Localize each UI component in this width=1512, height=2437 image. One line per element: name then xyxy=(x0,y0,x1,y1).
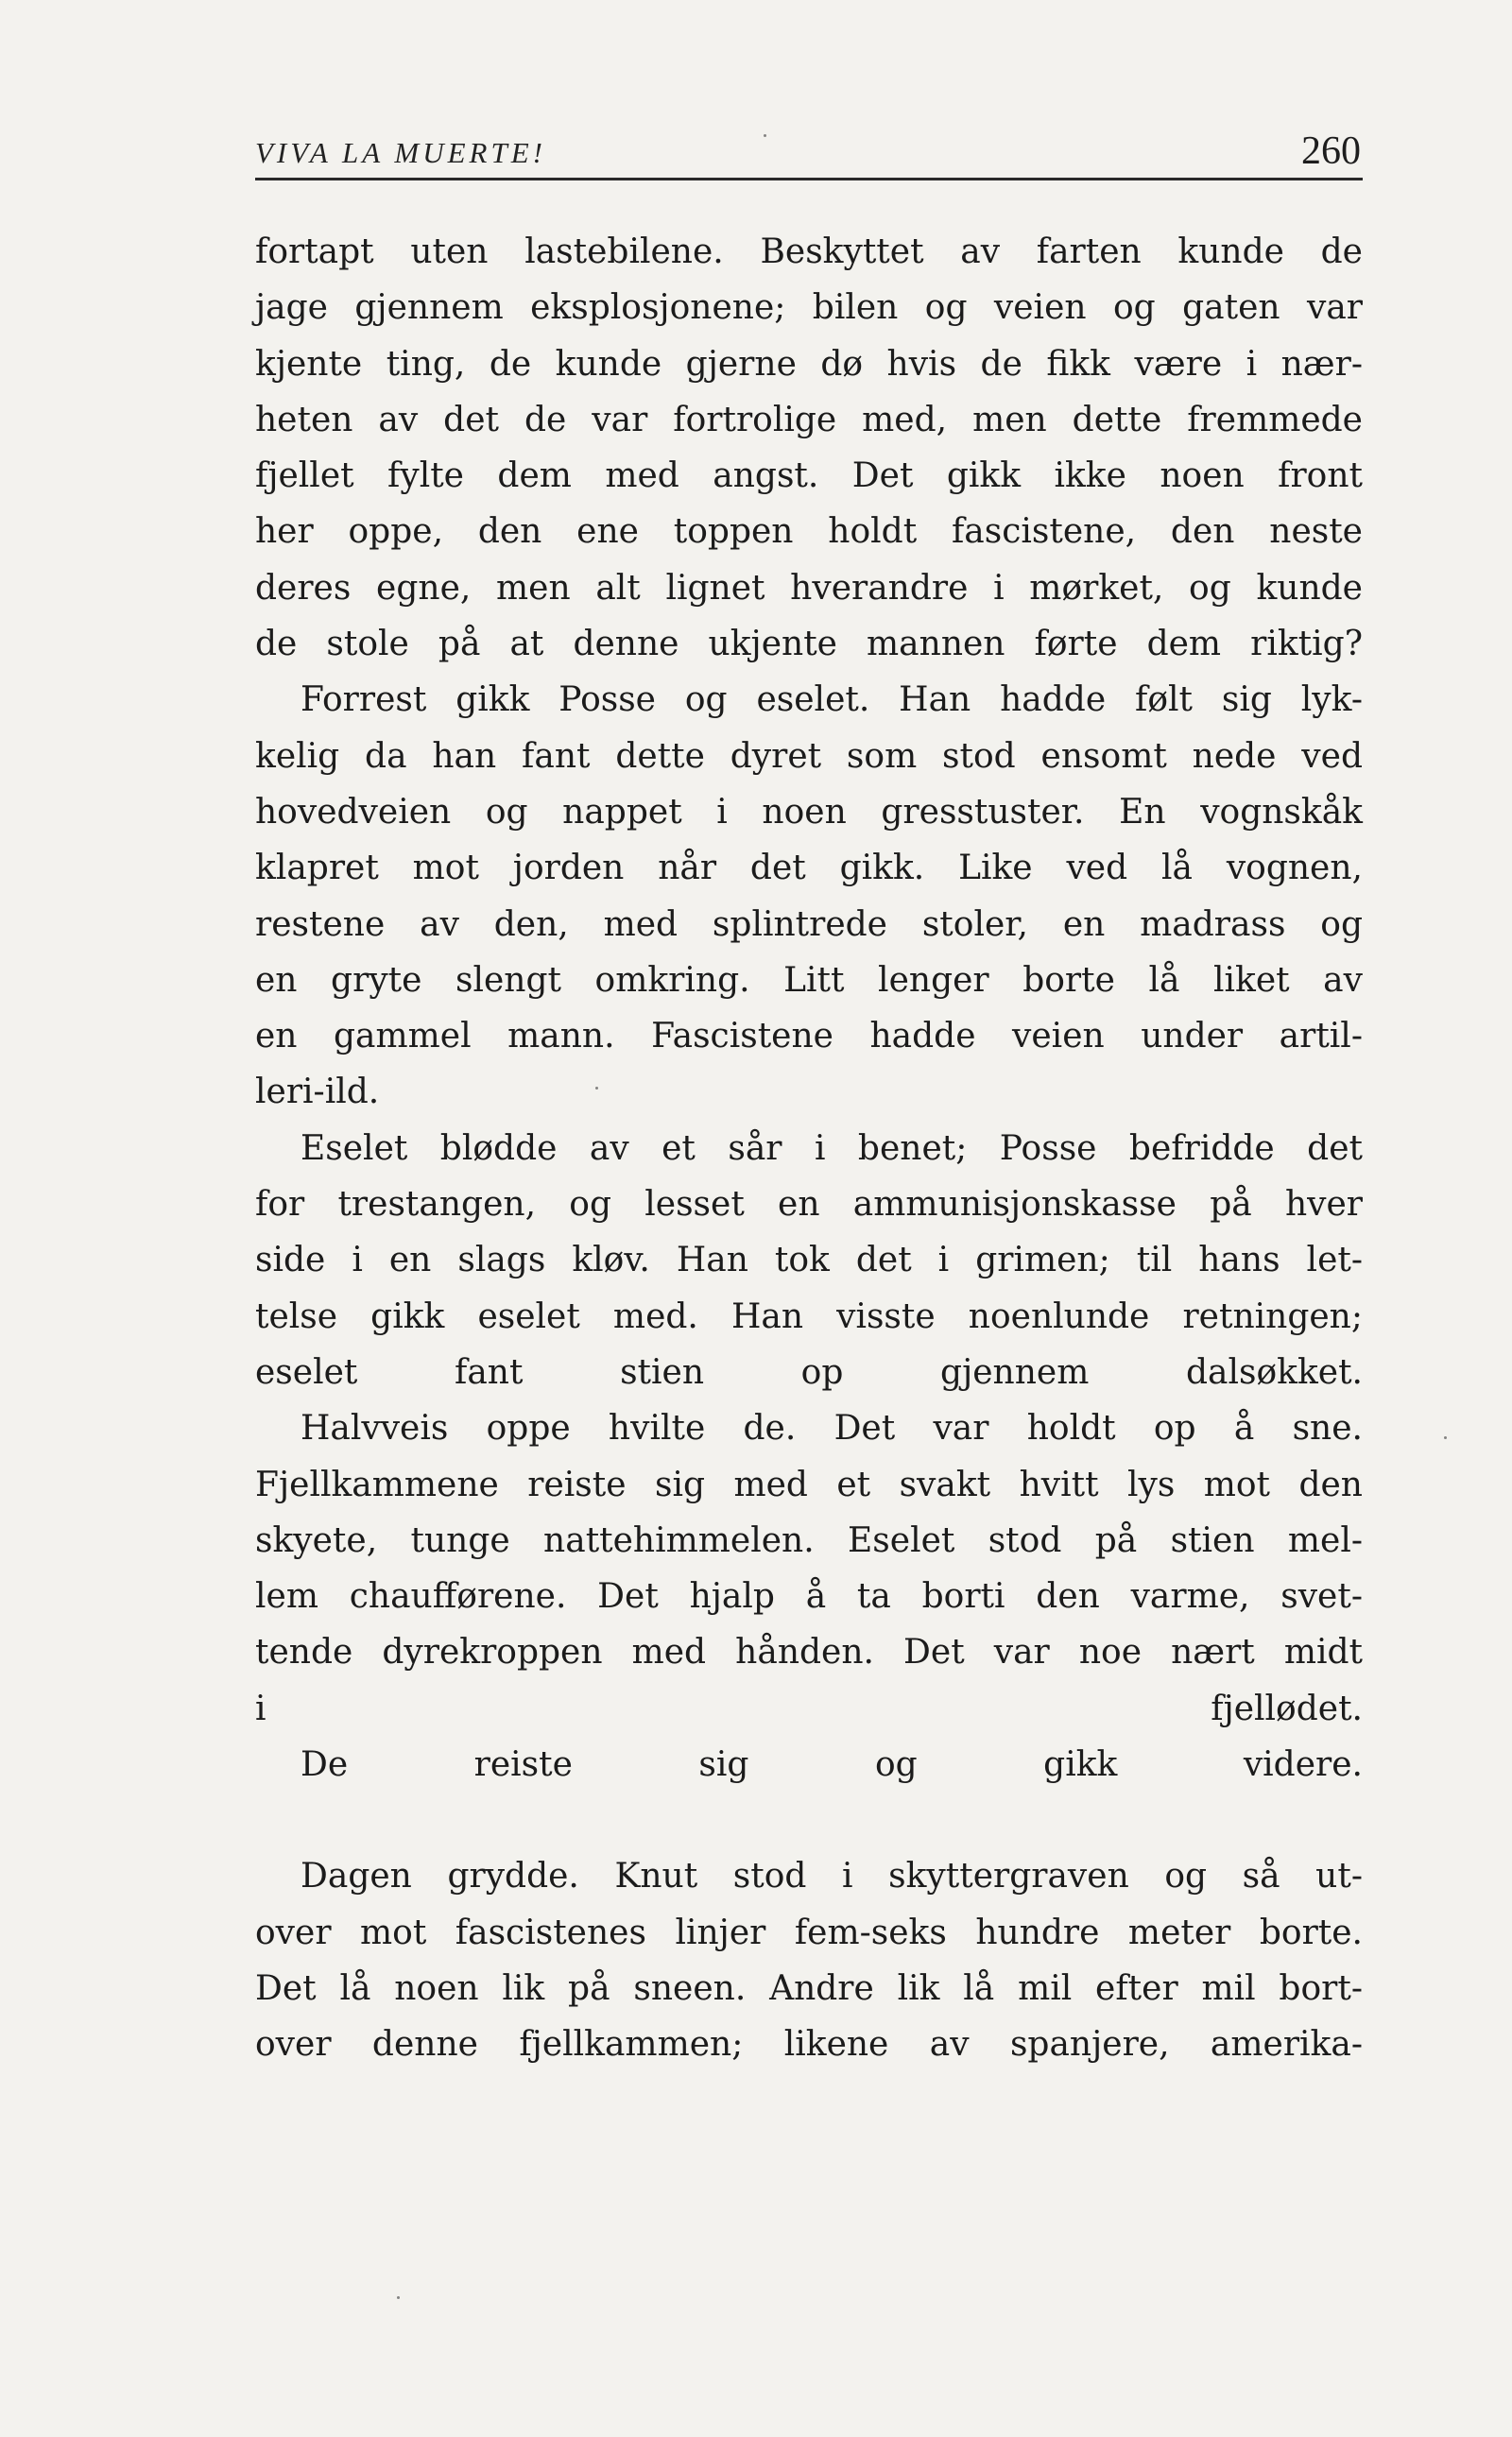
text-line xyxy=(255,1905,1363,1961)
text-line-content: over mot fascistenes linjer fem-seks hundre meter borte. xyxy=(255,1913,1363,1952)
text-line-content: leri-ild. xyxy=(255,1073,380,1112)
text-line-content: en gryte slengt omkring. Litt lenger borte lå liket av xyxy=(255,960,1363,1000)
text-line xyxy=(255,729,1363,784)
text-line xyxy=(255,784,1363,840)
section-break xyxy=(255,1793,1363,1848)
running-title: VIVA LA MUERTE! xyxy=(255,136,546,169)
text-line xyxy=(255,672,1363,728)
text-line xyxy=(255,1345,1363,1400)
text-line-content: De reiste sig og gikk videre. xyxy=(301,1745,1363,1785)
paragraph xyxy=(255,1121,1363,1400)
text-line-content: deres egne, men alt lignet hverandre i mørket, og kunde xyxy=(255,568,1363,608)
text-line xyxy=(255,1064,1363,1120)
text-line xyxy=(255,560,1363,616)
text-line-content: her oppe, den ene toppen holdt fascistene, den neste xyxy=(255,512,1363,552)
text-line xyxy=(255,1176,1363,1232)
text-line-content: Det lå noen lik på sneen. Andre lik lå mil efter mil bort- xyxy=(255,1968,1363,2008)
text-line xyxy=(255,1121,1363,1176)
text-line-content: restene av den, med splintrede stoler, en madrass og xyxy=(255,904,1363,944)
text-line-content: heten av det de var fortrolige med, men dette fremmede xyxy=(255,400,1363,439)
text-line xyxy=(255,1289,1363,1345)
text-line-content: Forrest gikk Posse og eselet. Han hadde følt sig lyk- xyxy=(301,680,1363,720)
text-line-content: Fjellkammene reiste sig med et svakt hvitt lys mot den xyxy=(255,1465,1363,1504)
text-line-content: fortapt uten lastebilene. Beskyttet av farten kunde de xyxy=(255,232,1363,271)
text-line xyxy=(255,504,1363,559)
text-line-content: side i en slags kløv. Han tok det i grimen; til hans let- xyxy=(255,1241,1363,1280)
text-line-content: tende dyrekroppen med hånden. Det var noe nært midt xyxy=(255,1633,1363,1673)
print-speck xyxy=(1444,1436,1447,1439)
text-line xyxy=(255,280,1363,335)
text-line-content: telse gikk eselet med. Han visste noenlunde retningen; xyxy=(255,1296,1363,1336)
text-line-content: fjellet fylte dem med angst. Det gikk ikke noen front xyxy=(255,456,1363,496)
text-line xyxy=(255,336,1363,392)
text-line-content: i fjellødet. xyxy=(255,1689,1363,1728)
page-number: 260 xyxy=(1301,129,1361,173)
text-line-content: Dagen grydde. Knut stod i skyttergraven og så ut- xyxy=(301,1857,1363,1896)
print-speck xyxy=(397,2296,400,2299)
text-line xyxy=(255,1961,1363,2017)
print-speck xyxy=(764,134,766,137)
print-speck xyxy=(595,1087,598,1090)
text-line-content: de stole på at denne ukjente mannen førte dem riktig? xyxy=(255,625,1363,664)
text-line-content: lem chaufførene. Det hjalp å ta borti den varme, svet- xyxy=(255,1577,1363,1617)
text-line-content: kelig da han fant dette dyret som stod ensomt nede ved xyxy=(255,736,1363,776)
text-line xyxy=(255,1848,1363,1904)
paragraph xyxy=(255,1400,1363,1737)
text-line-content: Eselet blødde av et sår i benet; Posse befridde det xyxy=(301,1128,1363,1168)
text-line-content: hovedveien og nappet i noen gresstuster. En vognskåk xyxy=(255,792,1363,832)
text-line xyxy=(255,1737,1363,1793)
body-text xyxy=(255,224,1363,2073)
paragraph xyxy=(255,1737,1363,1793)
paragraph xyxy=(255,672,1363,1120)
text-line-content: jage gjennem eksplosjonene; bilen og veien og gaten var xyxy=(255,288,1363,328)
text-line-content: skyete, tunge nattehimmelen. Eselet stod på stien mel- xyxy=(255,1520,1363,1560)
text-line xyxy=(255,1457,1363,1513)
text-line-content: Halvveis oppe hvilte de. Det var holdt op å sne. xyxy=(301,1409,1363,1449)
text-line xyxy=(255,616,1363,672)
text-line xyxy=(255,392,1363,448)
paragraph xyxy=(255,224,1363,672)
text-line-content: en gammel mann. Fascistene hadde veien under artil- xyxy=(255,1017,1363,1056)
text-line xyxy=(255,1681,1363,1737)
text-line xyxy=(255,840,1363,896)
text-line xyxy=(255,1624,1363,1680)
text-line xyxy=(255,897,1363,952)
text-line xyxy=(255,448,1363,504)
text-line xyxy=(255,952,1363,1008)
text-line-content: kjente ting, de kunde gjerne dø hvis de fikk være i nær- xyxy=(255,344,1363,384)
text-line xyxy=(255,1569,1363,1624)
text-line xyxy=(255,1232,1363,1288)
text-line-content: over denne fjellkammen; likene av spanjere, amerika- xyxy=(255,2025,1363,2065)
paragraph xyxy=(255,1848,1363,2072)
text-line-content: klapret mot jorden når det gikk. Like ved lå vognen, xyxy=(255,849,1363,888)
text-line xyxy=(255,1008,1363,1064)
text-line-content: for trestangen, og lesset en ammunisjonskasse på hver xyxy=(255,1185,1363,1225)
text-line-content: eselet fant stien op gjennem dalsøkket. xyxy=(255,1352,1363,1392)
text-line xyxy=(255,2017,1363,2072)
text-line xyxy=(255,1400,1363,1456)
text-line xyxy=(255,1513,1363,1569)
text-line xyxy=(255,224,1363,280)
running-head xyxy=(255,121,1363,180)
